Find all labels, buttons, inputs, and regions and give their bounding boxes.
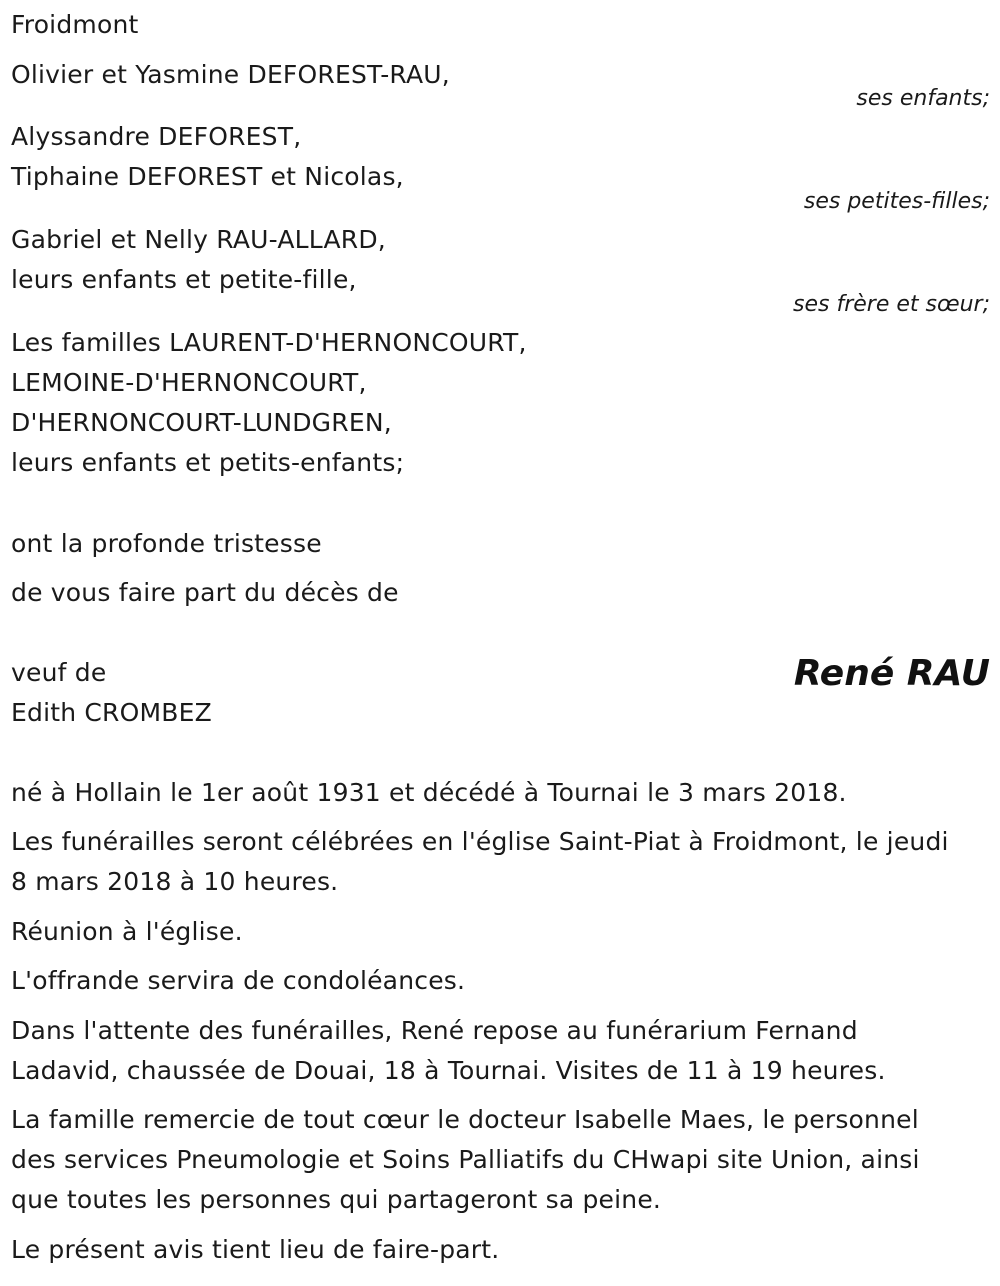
siblings-descendants: leurs enfants et petite-fille, <box>11 265 357 294</box>
visitation-line-1: Dans l'attente des funérailles, René repose au funérarium Fernand <box>11 1016 858 1045</box>
deceased-name: René RAU <box>793 653 990 694</box>
funeral-line-2: 8 mars 2018 à 10 heures. <box>11 867 339 896</box>
extended-family-4: leurs enfants et petits-enfants; <box>11 448 405 477</box>
announcement-line-2: de vous faire part du décès de <box>11 578 399 607</box>
thanks-line-2: des services Pneumologie et Soins Palliatifs du CHwapi site Union, ainsi <box>11 1145 920 1174</box>
funeral-line-1: Les funérailles seront célébrées en l'église Saint-Piat à Froidmont, le jeudi <box>11 827 949 856</box>
visitation-line-2: Ladavid, chaussée de Douai, 18 à Tournai. Visites de 11 à 19 heures. <box>11 1056 886 1085</box>
siblings-names: Gabriel et Nelly RAU-ALLARD, <box>11 225 386 254</box>
extended-family-1: Les familles LAURENT-D'HERNONCOURT, <box>11 328 527 357</box>
offering-line: L'offrande servira de condoléances. <box>11 966 466 995</box>
birth-death-line: né à Hollain le 1er août 1931 et décédé à Tournai le 3 mars 2018. <box>11 778 847 807</box>
extended-family-2: LEMOINE-D'HERNONCOURT, <box>11 368 367 397</box>
extended-family-3: D'HERNONCOURT-LUNDGREN, <box>11 408 392 437</box>
meeting-line: Réunion à l'église. <box>11 917 243 946</box>
siblings-relation: ses frère et sœur; <box>793 292 990 317</box>
location-heading: Froidmont <box>11 10 139 39</box>
thanks-line-1: La famille remercie de tout cœur le docteur Isabelle Maes, le personnel <box>11 1105 919 1134</box>
widower-label: veuf de <box>11 658 107 687</box>
granddaughter-name-1: Alyssandre DEFOREST, <box>11 122 302 151</box>
spouse-name: Edith CROMBEZ <box>11 698 212 727</box>
granddaughter-name-2: Tiphaine DEFOREST et Nicolas, <box>11 162 404 191</box>
notice-line: Le présent avis tient lieu de faire-part. <box>11 1235 500 1264</box>
children-names: Olivier et Yasmine DEFOREST-RAU, <box>11 60 450 89</box>
children-relation: ses enfants; <box>856 86 990 111</box>
thanks-line-3: que toutes les personnes qui partageront sa peine. <box>11 1185 662 1214</box>
announcement-line-1: ont la profonde tristesse <box>11 529 322 558</box>
granddaughters-relation: ses petites-filles; <box>803 189 990 214</box>
